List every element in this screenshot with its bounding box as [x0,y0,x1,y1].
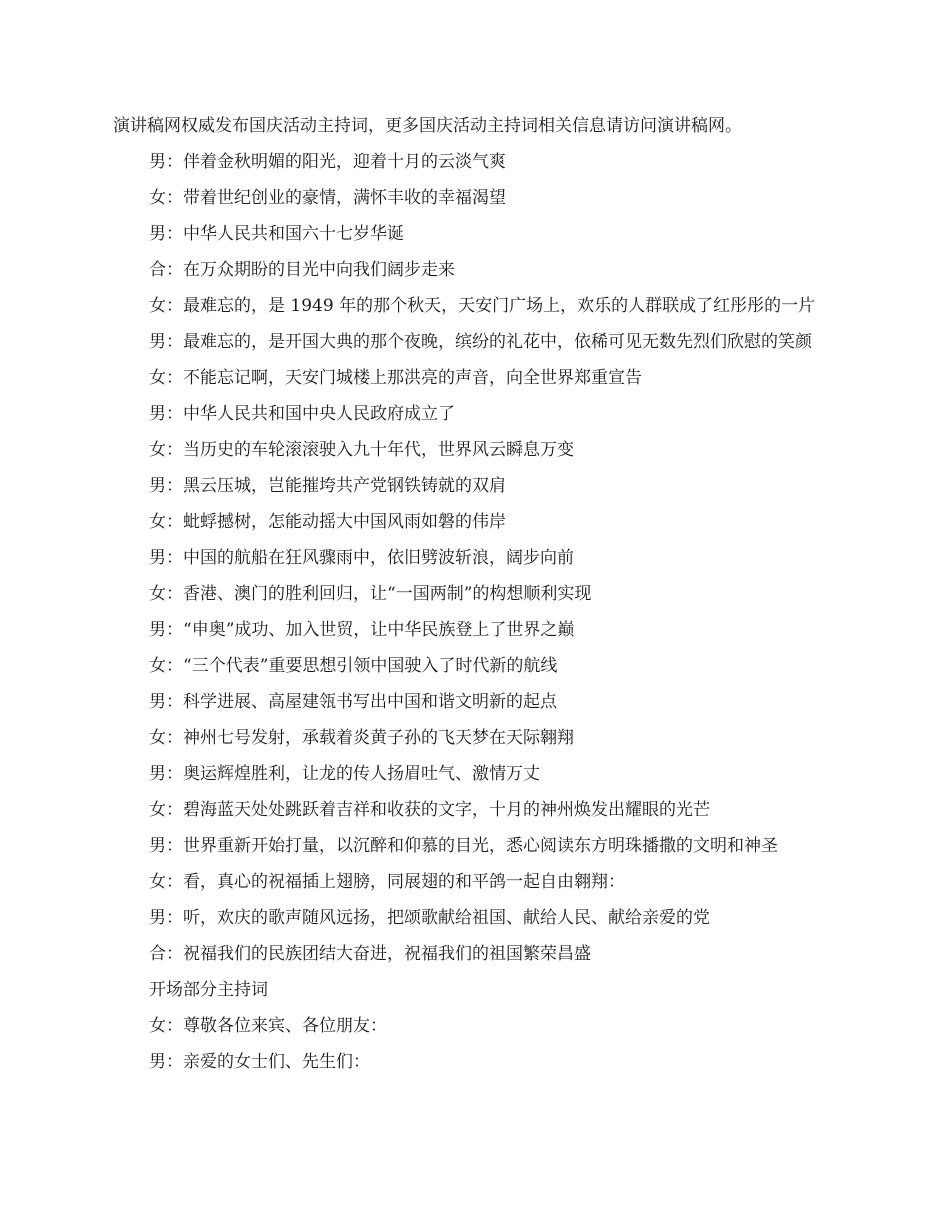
dialogue-line: 男：世界重新开始打量，以沉醉和仰慕的目光，悉心阅读东方明珠播撒的文明和神圣 [149,836,778,856]
dialogue-line: 男：最难忘的，是开国大典的那个夜晚，缤纷的礼花中，依稀可见无数先烈们欣慰的笑颜 [149,332,812,352]
dialogue-line: 男：中华人民共和国六十七岁华诞 [149,224,404,244]
dialogue-line: 女：带着世纪创业的豪情，满怀丰收的幸福渴望 [149,188,506,208]
dialogue-line: 女：当历史的车轮滚滚驶入九十年代，世界风云瞬息万变 [149,440,574,460]
dialogue-line: 女：最难忘的，是 1949 年的那个秋天，天安门广场上，欢乐的人群联成了红彤彤的一片 [149,296,816,316]
section-heading: 开场部分主持词 [149,980,268,1000]
dialogue-line: 男：“申奥”成功、加入世贸，让中华民族登上了世界之巅 [149,620,575,640]
intro-paragraph: 演讲稿网权威发布国庆活动主持词，更多国庆活动主持词相关信息请访问演讲稿网。 [113,116,742,136]
dialogue-line: 女：香港、澳门的胜利回归，让“一国两制”的构想顺利实现 [149,584,592,604]
dialogue-line: 男：奥运辉煌胜利，让龙的传人扬眉吐气、激情万丈 [149,764,540,784]
dialogue-line: 男：亲爱的女士们、先生们： [149,1052,370,1072]
dialogue-line: 女：碧海蓝天处处跳跃着吉祥和收获的文字，十月的神州焕发出耀眼的光芒 [149,800,710,820]
dialogue-line: 女：蚍蜉撼树，怎能动摇大中国风雨如磐的伟岸 [149,512,506,532]
dialogue-line: 男：黑云压城，岂能摧垮共产党钢铁铸就的双肩 [149,476,506,496]
dialogue-line: 合：祝福我们的民族团结大奋进，祝福我们的祖国繁荣昌盛 [149,944,591,964]
dialogue-line: 女：神州七号发射，承载着炎黄子孙的飞天梦在天际翱翔 [149,728,574,748]
dialogue-line: 女：“三个代表”重要思想引领中国驶入了时代新的航线 [149,656,558,676]
dialogue-line: 女：尊敬各位来宾、各位朋友： [149,1016,387,1036]
dialogue-line: 男：科学进展、高屋建瓴书写出中国和谐文明新的起点 [149,692,557,712]
dialogue-line: 男：中国的航船在狂风骤雨中，依旧劈波斩浪，阔步向前 [149,548,574,568]
dialogue-line: 男：中华人民共和国中央人民政府成立了 [149,404,455,424]
dialogue-line: 男：伴着金秋明媚的阳光，迎着十月的云淡气爽 [149,152,506,172]
dialogue-line: 女：不能忘记啊，天安门城楼上那洪亮的声音，向全世界郑重宣告 [149,368,642,388]
dialogue-line: 合：在万众期盼的目光中向我们阔步走来 [149,260,455,280]
dialogue-line: 女：看，真心的祝福插上翅膀，同展翅的和平鸽一起自由翱翔： [149,872,625,892]
document-body [113,114,845,1086]
dialogue-line: 男：听，欢庆的歌声随风远扬，把颂歌献给祖国、献给人民、献给亲爱的党 [149,908,710,928]
